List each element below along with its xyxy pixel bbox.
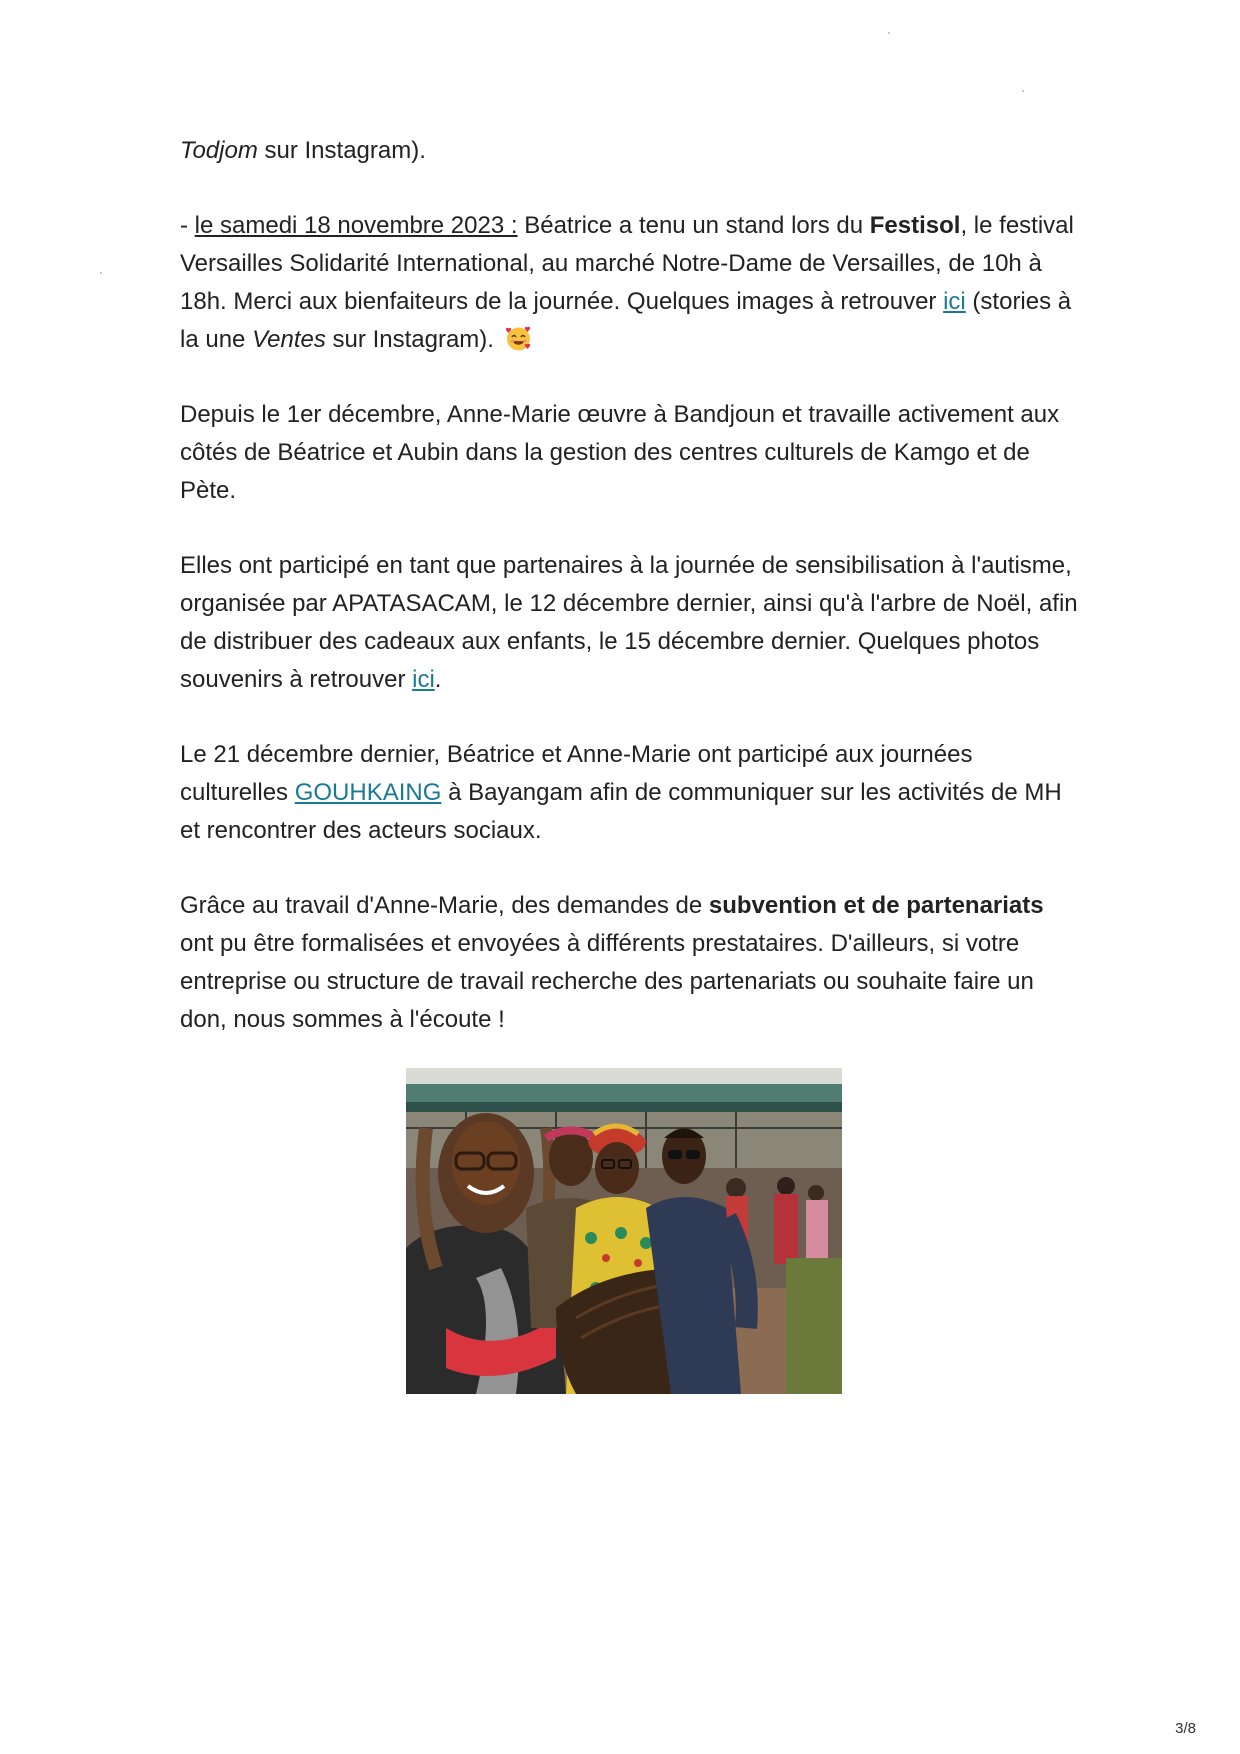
scan-speck bbox=[1022, 90, 1024, 92]
scan-speck bbox=[100, 272, 102, 274]
paragraph-text: Le 21 décembre dernier, Béatrice et Anne-Marie ont participé aux journées culturelles bbox=[180, 741, 973, 806]
list-dash: - bbox=[180, 212, 195, 239]
link-ici-instagram-stories[interactable]: ici bbox=[943, 288, 966, 315]
page-number: 3/8 bbox=[1175, 1720, 1196, 1737]
paragraph-gouhkaing bbox=[180, 736, 1080, 850]
paragraph-text: , le festival Versailles Solidarité International, au marché Notre-Dame de Versailles, de 10h à 18h. Merci aux bienfaiteurs de la journée. Quelques images à retrouver bbox=[180, 212, 1074, 315]
bold-festisol: Festisol bbox=[869, 212, 961, 239]
italic-ventes: Ventes bbox=[252, 326, 326, 353]
paragraph-anne-marie-bandjoun: Depuis le 1er décembre, Anne-Marie œuvre à Bandjoun et travaille activement aux côtés de Béatrice et Aubin dans la gestion des centres culturels de Kamgo et de Pète. bbox=[180, 401, 1060, 504]
bold-subvention-partenariats: subvention et de partenariats bbox=[708, 892, 1044, 919]
scan-speck bbox=[888, 32, 890, 34]
paragraph-text: Elles ont participé en tant que partenaires à la journée de sensibilisation à l'autisme, organisée par APATASACAM, le 12 décembre dernier, ainsi qu'à l'arbre de Noël, afin de distribuer des cadeaux aux enfants, le 15 décembre dernier. Quelques photos souvenirs à retrouver bbox=[180, 552, 1078, 693]
link-gouhkaing[interactable]: GOUHKAING bbox=[294, 779, 442, 806]
paragraph-text: . bbox=[434, 666, 442, 693]
paragraph-text: Grâce au travail d'Anne-Marie, des demandes de bbox=[180, 892, 709, 919]
paragraph-text: sur Instagram). bbox=[325, 326, 494, 353]
document-body bbox=[180, 132, 1080, 1076]
paragraph-text: sur Instagram). bbox=[257, 137, 426, 164]
paragraph-text: ont pu être formalisées et envoyées à différents prestataires. D'ailleurs, si votre entreprise ou structure de travail recherche des partenariats ou souhaite faire un don, nous sommes à l'écoute ! bbox=[180, 930, 1034, 1033]
paragraph-text: à Bayangam afin de communiquer sur les activités de MH et rencontrer des acteurs sociaux. bbox=[180, 779, 1062, 844]
event-date: le samedi 18 novembre 2023 : bbox=[194, 212, 518, 239]
link-ici-photos[interactable]: ici bbox=[412, 666, 435, 693]
paragraph-instagram-continuation bbox=[180, 132, 1080, 170]
paragraph-autisme bbox=[180, 547, 1080, 699]
smiling-face-with-hearts-icon bbox=[505, 325, 532, 352]
paragraph-text: Béatrice a tenu un stand lors du bbox=[517, 212, 870, 239]
paragraph-subventions bbox=[180, 887, 1080, 1039]
italic-word-todjom: Todjom bbox=[180, 137, 258, 164]
paragraph-text: (stories à la une bbox=[180, 288, 1072, 353]
paragraph-festisol bbox=[180, 207, 1080, 359]
event-photo bbox=[406, 1068, 842, 1394]
